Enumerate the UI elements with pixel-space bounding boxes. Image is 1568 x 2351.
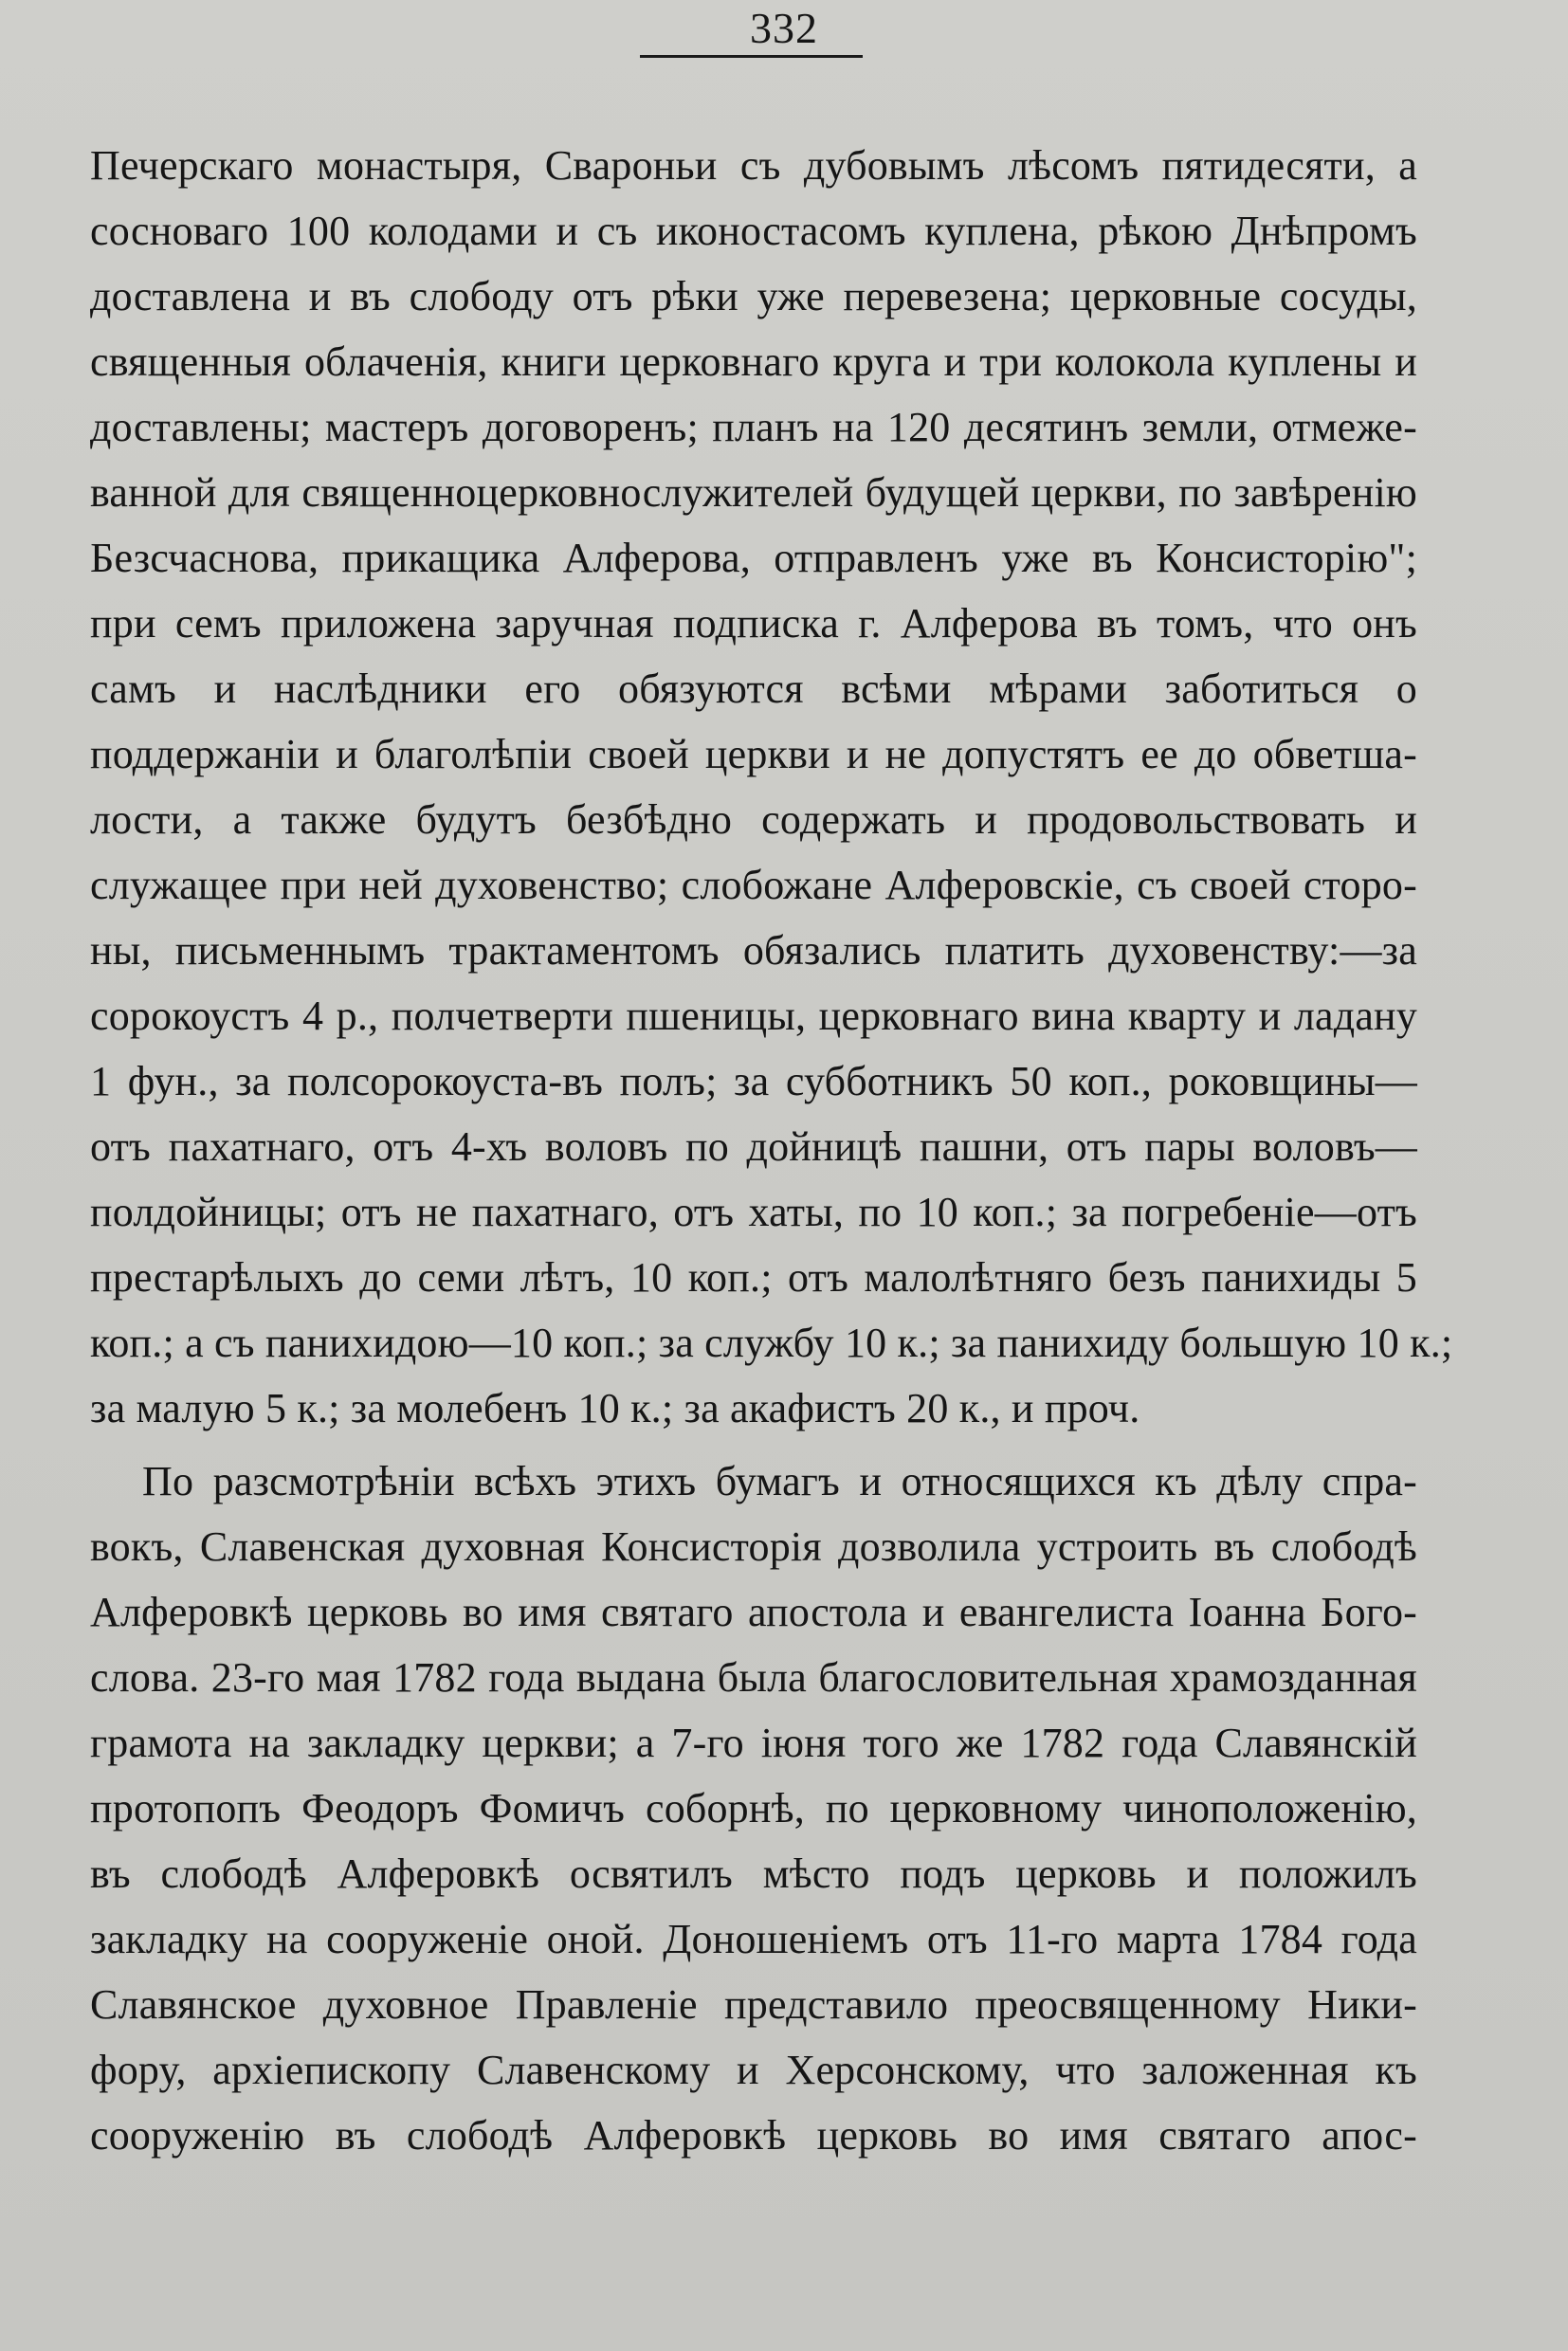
text-line: коп.; а съ панихидою—10 коп.; за службу 10 к.; за панихиду большую 10 к.; xyxy=(90,1320,1453,1366)
text-line: сооруженію въ слободѣ Алферовкѣ церковь во имя святаго апос- xyxy=(90,2112,1417,2159)
body-text xyxy=(90,133,1453,2168)
text-line: при семъ приложена заручная подписка г. Алферова въ томъ, что онъ xyxy=(90,600,1417,647)
text-line: Алферовкѣ церковь во имя святаго апостола и евангелиста Іоанна Бого- xyxy=(90,1589,1417,1635)
text-line: сосноваго 100 колодами и съ иконостасомъ куплена, рѣкою Днѣпромъ xyxy=(90,208,1417,254)
paragraph-2 xyxy=(90,1449,1417,2168)
text-line: ванной для священноцерковнослужителей будущей церкви, по завѣренію xyxy=(90,469,1417,516)
text-line: По разсмотрѣніи всѣхъ этихъ бумагъ и относящихся къ дѣлу спра- xyxy=(142,1458,1417,1504)
text-line: протопопъ Феодоръ Фомичъ соборнѣ, по церковному чиноположенію, xyxy=(90,1785,1417,1832)
text-line: священныя облаченія, книги церковнаго круга и три колокола куплены и xyxy=(90,338,1417,385)
text-line: Безсчаснова, прикащика Алферова, отправленъ уже въ Консисторію"; xyxy=(90,535,1417,581)
text-line: закладку на сооруженіе оной. Доношеніемъ отъ 11-го марта 1784 года xyxy=(90,1916,1417,1962)
text-line: полдойницы; отъ не пахатнаго, отъ хаты, по 10 коп.; за погребеніе—отъ xyxy=(90,1189,1417,1235)
text-line: ны, письменнымъ трактаментомъ обязались платить духовенству:—за xyxy=(90,927,1417,974)
text-line: Печерскаго монастыря, Свароньи съ дубовымъ лѣсомъ пятидесяти, а xyxy=(90,142,1417,189)
paragraph-1 xyxy=(90,133,1453,1441)
text-line: слова. 23-го мая 1782 года выдана была благословительная храмозданная xyxy=(90,1654,1417,1701)
text-line: фору, архіепископу Славенскому и Херсонскому, что заложенная къ xyxy=(90,2047,1417,2093)
text-line: въ слободѣ Алферовкѣ освятилъ мѣсто подъ церковь и положилъ xyxy=(90,1850,1417,1897)
text-line: самъ и наслѣдники его обязуются всѣми мѣрами заботиться о xyxy=(90,665,1417,712)
text-line: служащее при ней духовенство; слобожане Алферовскіе, съ своей сторо- xyxy=(90,862,1417,908)
text-line: отъ пахатнаго, отъ 4-хъ воловъ по дойницѣ пашни, отъ пары воловъ— xyxy=(90,1123,1417,1170)
paragraph-gap xyxy=(90,1441,1417,1449)
page-number-rule xyxy=(640,55,863,58)
text-line: Славянское духовное Правленіе представило преосвященному Ники- xyxy=(90,1981,1417,2028)
text-line: грамота на закладку церкви; а 7-го іюня того же 1782 года Славянскій xyxy=(90,1720,1417,1766)
text-line: доставлена и въ слободу отъ рѣки уже перевезена; церковные сосуды, xyxy=(90,273,1417,319)
text-line: лости, а также будутъ безбѣдно содержать и продовольствовать и xyxy=(90,796,1417,843)
text-line: престарѣлыхъ до семи лѣтъ, 10 коп.; отъ малолѣтняго безъ панихиды 5 xyxy=(90,1254,1417,1301)
text-line: за малую 5 к.; за молебенъ 10 к.; за акафистъ 20 к., и проч. xyxy=(90,1385,1140,1431)
text-line: поддержаніи и благолѣпіи своей церкви и не допустятъ ее до обветша- xyxy=(90,731,1417,777)
text-line: сорокоустъ 4 р., полчетверти пшеницы, церковнаго вина кварту и ладану xyxy=(90,993,1417,1039)
page-number: 332 xyxy=(750,4,818,52)
text-line: вокъ, Славенская духовная Консисторія дозволила устроить въ слободѣ xyxy=(90,1523,1417,1570)
text-line: 1 фун., за полсорокоуста-въ полъ; за субботникъ 50 коп., роковщины— xyxy=(90,1058,1417,1104)
text-line: доставлены; мастеръ договоренъ; планъ на 120 десятинъ земли, отмеже- xyxy=(90,404,1417,450)
